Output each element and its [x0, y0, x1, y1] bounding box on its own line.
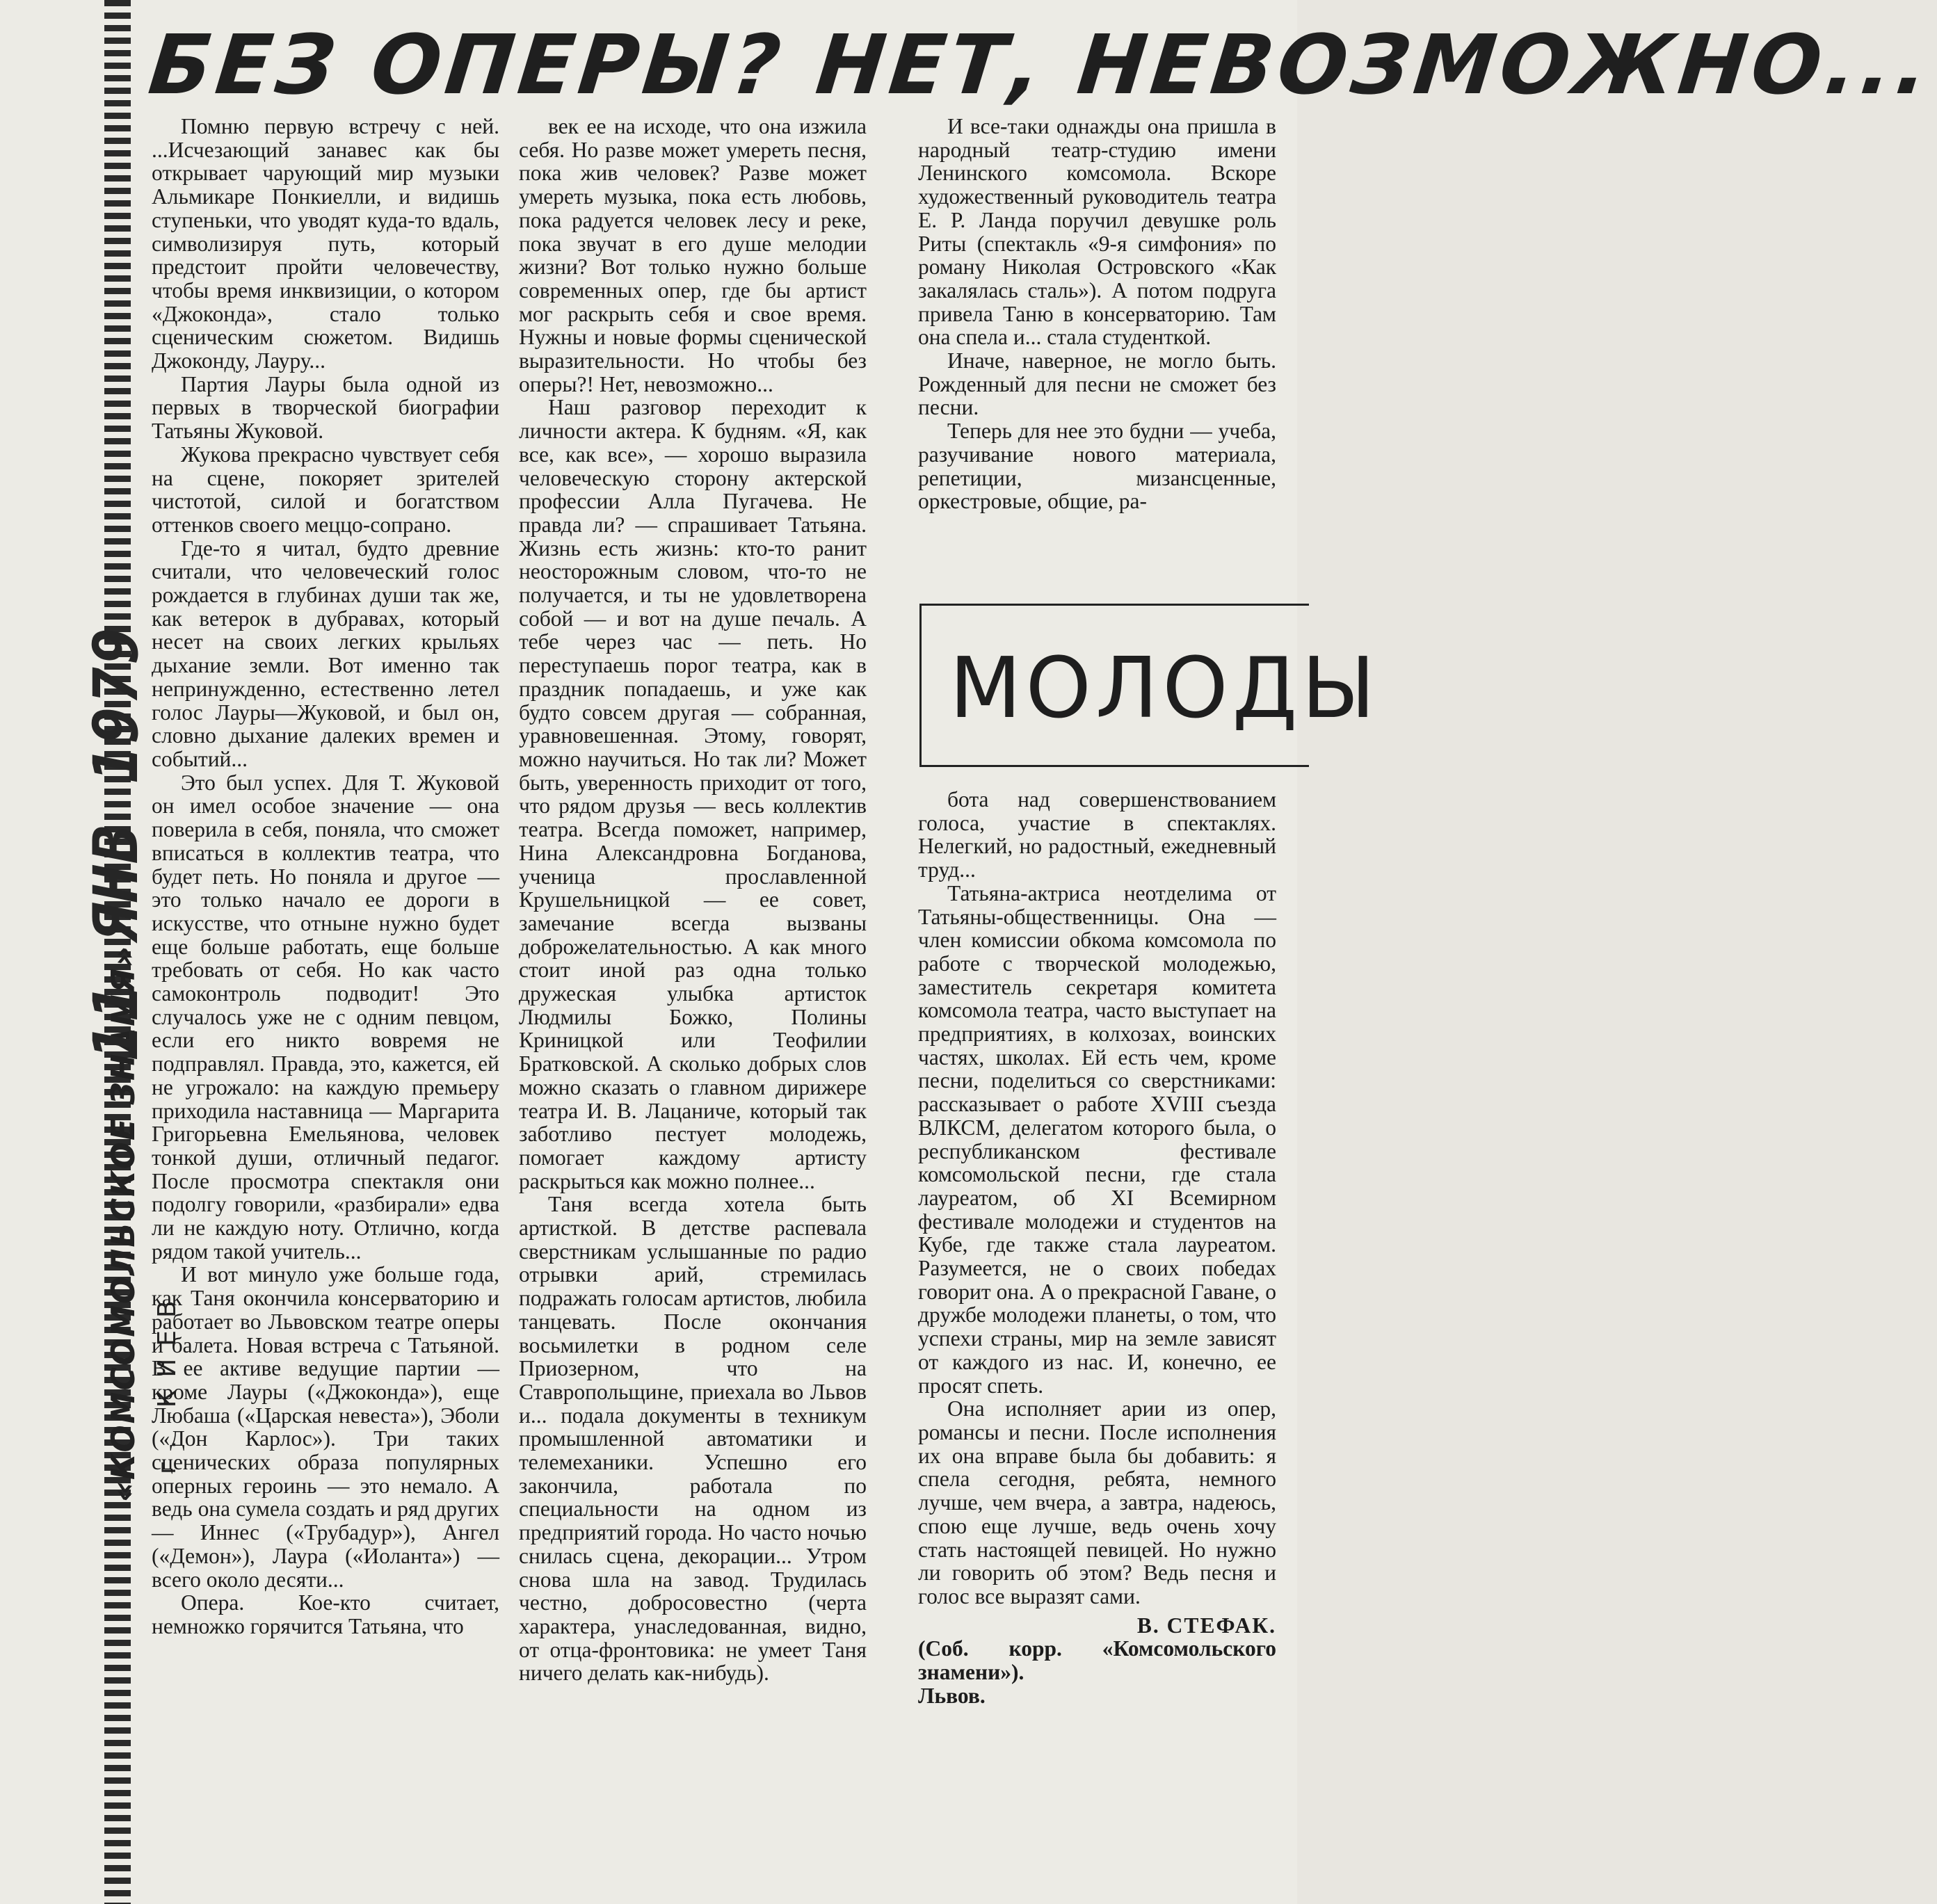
paragraph: Таня всегда хотела быть артисткой. В детстве распевала сверстникам услышанные по радио отрывки арий, стремилась подражать голосам артистов, любила танцевать. После окончания восьмилетки в родном селе Приозерном, что на Ставропольщине, приехала во Львов и... подала документы в техникум промышленной автоматики и телемеханики. Успешно его закончила, работала по специальности на одном из предприятий города. Но часто ночью снилась сцена, декорации... Утром снова шла на завод. Трудилась честно, добросовестно (черта характера, унаследованная, видно, от отца-фронтовика: не умеет Таня ничего делать как-нибудь). [519, 1192, 867, 1686]
paragraph: Наш разговор переходит к личности актера. К будням. «Я, как все, как все», — хорошо выразила человеческую сторону актерской профессии Алла Пугачева. Не правда ли? — спрашивает Татьяна. Жизнь есть жизнь: кто-то ранит неосторожным словом, что-то не получается, и ты не удовлетворена собой — и вот на душе печаль. А тебе через час — петь. Но переступаешь порог театра, как в праздник попадаешь, и уже как будто совсем другая — собранная, уравновешенная. Этому, говорят, можно научиться. Но так ли? Может быть, уверенность приходит от того, что рядом друзья — весь коллектив театра. Всегда поможет, например, Нина Александровна Богданова, ученица прославленной Крушельницкой — ее совет, замечание всегда вызваны доброжелательностью. А как много стоит иной раз одна только дружеская улыбка артисток Людмилы Божко, Полины Криницкой или Теофилии Братковской. А сколько добрых слов можно сказать о главном дирижере театра И. В. Лацаниче, который так заботливо пестует молодежь, помогает каждому артисту раскрыться как можно полнее... [519, 395, 867, 1193]
newspaper-name: «КОМСОМОЛЬСКОЕ ЗНАМЯ» [104, 944, 142, 1502]
paragraph: бота над совершенствованием голоса, участие в спектаклях. Нелегкий, но радостный, ежедневный труд... [918, 787, 1276, 882]
paragraph: И вот минуло уже больше года, как Таня окончила консерваторию и работает во Львовском театре оперы и балета. Новая встреча с Татьяной. В ее активе ведущие партии — кроме Лауры («Джоконда»), еще Любаша («Царская невеста»), Эболи («Дон Карлос»). Три таких сценических образа популярных оперных героинь — это немало. А ведь она сумела создать и ряд других — Иннес («Трубадур»), Ангел («Демон»), Лаура («Иоланта») — всего около десяти... [152, 1262, 499, 1592]
section-subheading-box [919, 604, 1380, 767]
paragraph: Она исполняет арии из опер, романсы и песни. После исполнения их она вправе была бы добавить: я спела сегодня, ребята, немного лучше, чем вчера, а завтра, надеюсь, спою еще лучше, ведь очень хочу стать настоящей певицей. Но нужно ли говорить об этом? Ведь песня и голос все выразят сами. [918, 1396, 1276, 1608]
author-signature: В. СТЕФАК. [1136, 1613, 1276, 1638]
text-column-3-top [918, 115, 1276, 513]
paragraph: Это был успех. Для Т. Жуковой он имел особое значение — она поверила в себя, поняла, что сможет вписаться в коллектив театра, что будет петь. Но поняла и другое — это только начало ее дороги в искусстве, что отныне нужно будет еще больше работать, еще больше требовать от себя. Но как часто самоконтроль подводит! Это случалось уже не с одним певцом, если его никто вовремя не подправлял. Правда, это, кажется, ей не угрожало: на каждую премьеру приходила наставница — Маргарита Григорьевна Емельянова, человек тонкой души, отличный педагог. После просмотра спектакля они подолгу говорили, «разбирали» едва ли не каждую ноту. Отлично, когда рядом такой учитель... [152, 770, 499, 1264]
text-column-2 [519, 115, 867, 1685]
paragraph: Татьяна-актриса неотделима от Татьяны-общественницы. Она — член комиссии обкома комсомола по работе с творческой молодежью, заместитель секретаря комитета комсомола театра, часто выступает на предприятиях, в колхозах, воинских частях, школах. Ей есть чем, кроме песни, поделиться со сверстниками: рассказывает о работе XVIII съезда ВЛКСМ, делегатом которого была, о республиканском фестивале комсомольской песни, где стала лауреатом, об XI Всемирном фестивале молодежи и студентов на Кубе, где также стала лауреатом. Разумеется, не о своих победах говорит она. А о прекрасной Гаване, о дружбе молодежи планеты, о том, что успехи страны, мир на земле зависят от каждого из нас. И, конечно, ее просят спеть. [918, 880, 1276, 1398]
date-stamp: 11 ЯНВ 1979 [80, 624, 152, 1060]
location: Львов. [918, 1683, 986, 1708]
paragraph: Где-то я читал, будто древние считали, что человеческий голос рождается в глубинах души так же, как ветерок в дубравах, который несет на своих легких крыльях дыхание земли. Вот именно так непринужденно, естественно летел голос Лауры—Жуковой, и был он, словно дыхание далеких времен и событий... [152, 535, 499, 771]
newspaper-city: г. КИЕВ [153, 1288, 182, 1474]
paragraph: И все-таки однажды она пришла в народный театр-студию имени Ленинского комсомола. Вскоре художественный руководитель театра Е. Р. Ланда поручил девушке роль Риты (спектакль «9-я симфония» по роману Николая Островского «Как закалялась сталь»). А потом подруга привела Таню в консерваторию. Там она спела и... стала студенткой. [918, 114, 1276, 350]
paragraph: Иначе, наверное, не могло быть. Рожденный для песни не сможет без песни. [918, 348, 1276, 420]
paragraph: Партия Лауры была одной из первых в творческой биографии Татьяны Жуковой. [152, 371, 499, 444]
paragraph: Помню первую встречу с ней. ...Исчезающий занавес как бы открывает чарующий мир музыки Альмикаре Понкиелли, и видишь ступеньки, что уводят куда-то вдаль, символизируя путь, который предстоит пройти человечеству, чтобы время инквизиции, о котором «Джоконда», стало только сценическим сюжетом. Видишь Джоконду, Лауру... [152, 114, 499, 373]
paragraph: Теперь для нее это будни — учеба, разучивание нового материала, репетиции, мизансценные, оркестровые, общие, ра- [918, 419, 1276, 514]
article-headline: БЕЗ ОПЕРЫ? НЕТ, НЕВОЗМОЖНО... [144, 17, 1937, 113]
text-column-1 [152, 115, 499, 1638]
paragraph: век ее на исходе, что она изжила себя. Но разве может умереть песня, пока жив человек? Разве может умереть музыка, пока есть любовь, пока радуется человек лесу и реке, пока звучат в его душе мелодии жизни? Вот только нужно больше современных опер, где бы артист мог раскрыть себя и свое время. Нужны и новые формы сценической выразительности. Но чтобы без оперы?! Нет, невозможно... [519, 114, 867, 396]
text-column-3-bottom [918, 788, 1276, 1707]
section-subheading: МОЛОДЫ [949, 640, 1380, 737]
paragraph: Опера. Кое-кто считает, немножко горячится Татьяна, что [152, 1590, 499, 1638]
correspondent-note: (Соб. корр. «Комсомольского знамени»). [918, 1636, 1276, 1685]
paragraph: Жукова прекрасно чувствует себя на сцене, покоряет зрителей чистотой, силой и богатством оттенков своего меццо-сопрано. [152, 442, 499, 537]
